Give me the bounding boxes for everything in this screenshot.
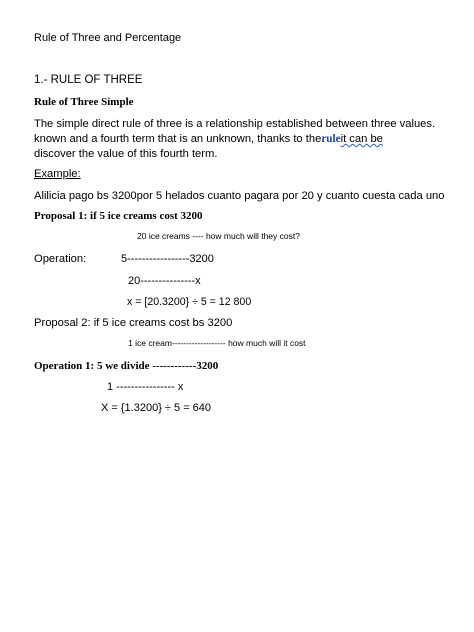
proposal-2: Proposal 2: if 5 ice creams cost bs 3200 — [34, 317, 233, 329]
definition-line-2-end: it can be — [340, 133, 383, 145]
operation-1-label: Operation 1: 5 we divide ------------3200 — [34, 360, 219, 372]
section-heading: 1.- RULE OF THREE — [34, 74, 143, 86]
subheading: Rule of Three Simple — [34, 96, 134, 108]
operation-line-3: x = [20.3200} ÷ 5 = 12 800 — [127, 296, 252, 308]
operation-line-2: 20---------------x — [128, 275, 201, 287]
definition-line-2-start: known and a fourth term that is an unknown, thanks to the — [34, 133, 322, 145]
rule-word: rule — [321, 133, 341, 145]
operation-1-line-2: X = {1.3200} ÷ 5 = 640 — [101, 402, 212, 414]
document-title: Rule of Three and Percentage — [34, 32, 182, 44]
question-1: 20 ice creams ---- how much will they cost? — [137, 231, 300, 241]
operation-line-1: 5-----------------3200 — [121, 253, 214, 265]
example-label — [34, 168, 81, 181]
question-2: 1 ice cream------------------- how much will it cost — [128, 338, 306, 348]
definition-line-1: The simple direct rule of three is a relationship established between three values. — [34, 118, 436, 130]
operation-label: Operation: — [34, 253, 87, 265]
example-label-text: Example: — [34, 168, 81, 180]
definition-line-2 — [34, 133, 383, 146]
operation-1-line-1: 1 ---------------- x — [107, 381, 184, 393]
proposal-1: Proposal 1: if 5 ice creams cost 3200 — [34, 210, 203, 222]
example-text: Alilicia pago bs 3200por 5 helados cuanto pagara por 20 y cuanto cuesta cada uno — [34, 190, 445, 202]
definition-line-3: discover the value of this fourth term. — [34, 148, 218, 160]
